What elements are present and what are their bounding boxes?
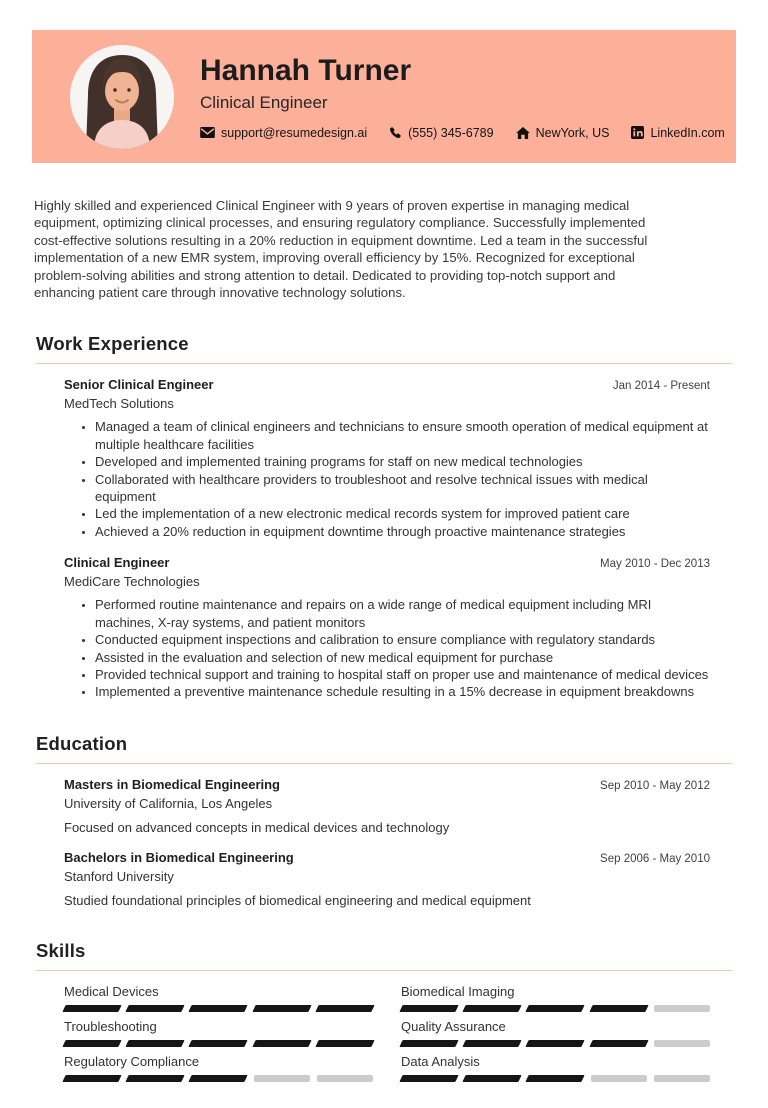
skill-segment-filled — [62, 1005, 121, 1012]
education-entry-head — [64, 850, 710, 865]
contact-email-text: support@resumedesign.ai — [221, 125, 368, 140]
bullet-item: • Developed and implemented training programs for staff on new medical technologies — [95, 453, 710, 470]
section-heading-skills: Skills — [36, 940, 732, 971]
avatar-photo — [70, 45, 174, 149]
bullet-item: • Implemented a preventive maintenance schedule resulting in a 15% decrease in equipment breakdowns — [95, 683, 710, 700]
skill-segment-filled — [399, 1075, 458, 1082]
skill-segment-empty — [254, 1075, 310, 1082]
bullet-item: • Performed routine maintenance and repairs on a wide range of medical equipment including MRI machines, X-ray systems, and patient monitors — [95, 596, 710, 631]
skill-segment-empty — [317, 1075, 373, 1082]
job-entry-head — [64, 555, 710, 570]
job-title: Senior Clinical Engineer — [64, 377, 214, 393]
skill-segment-filled — [189, 1075, 248, 1082]
contact-linkedin — [631, 126, 724, 140]
section-heading-education: Education — [36, 733, 732, 764]
bullet-item: • Provided technical support and training to hospital staff on proper use and maintenance of medical devices — [95, 666, 710, 683]
skill-level-bar — [401, 1005, 710, 1012]
phone-icon — [389, 126, 402, 139]
skill-segment-filled — [526, 1075, 585, 1082]
education-entry — [64, 850, 710, 908]
person-job-title: Clinical Engineer — [200, 92, 328, 112]
bullet-item: • Assisted in the evaluation and selection of new medical equipment for purchase — [95, 649, 710, 666]
skill-segment-filled — [589, 1005, 648, 1012]
contact-location-text: NewYork, US — [535, 125, 610, 140]
skill-item — [64, 1019, 373, 1047]
education-entry-head — [64, 777, 710, 792]
linkedin-icon — [631, 126, 644, 139]
school-name: Stanford University — [64, 868, 174, 884]
section-heading-work: Work Experience — [36, 333, 732, 364]
bullet-item: • Managed a team of clinical engineers and technicians to ensure smooth operation of medical equipment at multiple healthcare facilities — [95, 418, 710, 453]
skill-segment-filled — [589, 1040, 648, 1047]
section-work-experience — [36, 333, 732, 700]
skill-level-bar — [64, 1075, 373, 1082]
job-entry — [64, 555, 710, 700]
home-icon — [516, 127, 530, 139]
skill-segment-filled — [189, 1005, 248, 1012]
skill-segment-filled — [126, 1040, 185, 1047]
skill-segment-empty — [591, 1075, 647, 1082]
skill-name: Regulatory Compliance — [64, 1053, 200, 1069]
skill-item — [401, 1019, 710, 1047]
job-dates: Jan 2014 - Present — [612, 380, 710, 393]
resume-page — [0, 30, 768, 1082]
skill-name: Biomedical Imaging — [401, 983, 515, 999]
contact-email — [200, 126, 367, 140]
skill-item — [64, 984, 373, 1012]
job-entry-head — [64, 377, 710, 392]
skill-segment-filled — [463, 1040, 522, 1047]
job-bullets — [64, 596, 710, 700]
bullet-item: • Collaborated with healthcare providers to troubleshoot and resolve technical issues with medical equipment — [95, 471, 710, 506]
skill-segment-empty — [654, 1075, 710, 1082]
skill-segment-filled — [315, 1040, 374, 1047]
avatar — [70, 45, 174, 149]
education-dates: Sep 2010 - May 2012 — [600, 779, 710, 792]
skill-level-bar — [401, 1040, 710, 1047]
skill-segment-filled — [399, 1005, 458, 1012]
contact-linkedin-text: LinkedIn.com — [650, 125, 725, 140]
contact-location — [516, 126, 610, 140]
skill-name: Troubleshooting — [64, 1018, 157, 1034]
section-skills — [36, 940, 732, 1082]
skill-item — [401, 984, 710, 1012]
job-title: Clinical Engineer — [64, 555, 170, 571]
resume-header — [32, 30, 736, 163]
skill-name: Medical Devices — [64, 983, 159, 999]
section-education — [36, 733, 732, 908]
contact-phone-text: (555) 345-6789 — [408, 125, 494, 140]
summary-text: Highly skilled and experienced Clinical Engineer with 9 years of proven expertise in managing medical equipment, optimizing clinical processes, and ensuring regulatory compliance. Successfully implemented cost-effective solutions resulting in a 20% reduction in equipment downtime. Led a team in the successful implementation of a new EMR system, improving overall efficiency by 15%. Recognized for exceptional problem-solving abilities and strong attention to detail. Dedicated to providing top-notch support and enhancing patient care through innovative technology solutions. — [34, 198, 648, 301]
skill-segment-filled — [126, 1075, 185, 1082]
skill-segment-filled — [126, 1005, 185, 1012]
skill-segment-filled — [252, 1005, 311, 1012]
skill-level-bar — [64, 1040, 373, 1047]
degree-title: Masters in Biomedical Engineering — [64, 776, 280, 792]
contact-phone — [389, 126, 493, 140]
skill-segment-filled — [189, 1040, 248, 1047]
job-dates: May 2010 - Dec 2013 — [600, 558, 710, 571]
bullet-item: • Led the implementation of a new electronic medical records system for improved patient care — [95, 505, 710, 522]
bullet-item: • Conducted equipment inspections and calibration to ensure compliance with regulatory standards — [95, 631, 710, 648]
bullet-item: • Achieved a 20% reduction in equipment downtime through proactive maintenance strategies — [95, 523, 710, 540]
skill-segment-empty — [654, 1040, 710, 1047]
skill-segment-filled — [252, 1040, 311, 1047]
skill-segment-filled — [62, 1075, 121, 1082]
contact-row — [200, 126, 725, 140]
skill-segment-filled — [399, 1040, 458, 1047]
skill-segment-filled — [315, 1005, 374, 1012]
job-company: MediCare Technologies — [64, 574, 200, 590]
school-name: University of California, Los Angeles — [64, 795, 273, 811]
header-text-block — [200, 54, 725, 140]
skill-level-bar — [64, 1005, 373, 1012]
skill-segment-empty — [654, 1005, 710, 1012]
skill-level-bar — [401, 1075, 710, 1082]
skills-grid — [64, 984, 710, 1082]
skill-segment-filled — [62, 1040, 121, 1047]
skill-name: Data Analysis — [401, 1053, 480, 1069]
degree-title: Bachelors in Biomedical Engineering — [64, 849, 294, 865]
education-entry — [64, 777, 710, 835]
job-entry — [64, 377, 710, 540]
skill-segment-filled — [526, 1040, 585, 1047]
person-name: Hannah Turner — [200, 53, 412, 87]
email-icon — [200, 127, 215, 138]
job-bullets — [64, 418, 710, 540]
education-dates: Sep 2006 - May 2010 — [600, 852, 710, 865]
skill-segment-filled — [463, 1005, 522, 1012]
education-description: Studied foundational principles of biomedical engineering and medical equipment — [64, 892, 531, 908]
skill-name: Quality Assurance — [401, 1018, 506, 1034]
job-company: MedTech Solutions — [64, 396, 174, 412]
skill-segment-filled — [463, 1075, 522, 1082]
education-description: Focused on advanced concepts in medical devices and technology — [64, 819, 450, 835]
skill-segment-filled — [526, 1005, 585, 1012]
